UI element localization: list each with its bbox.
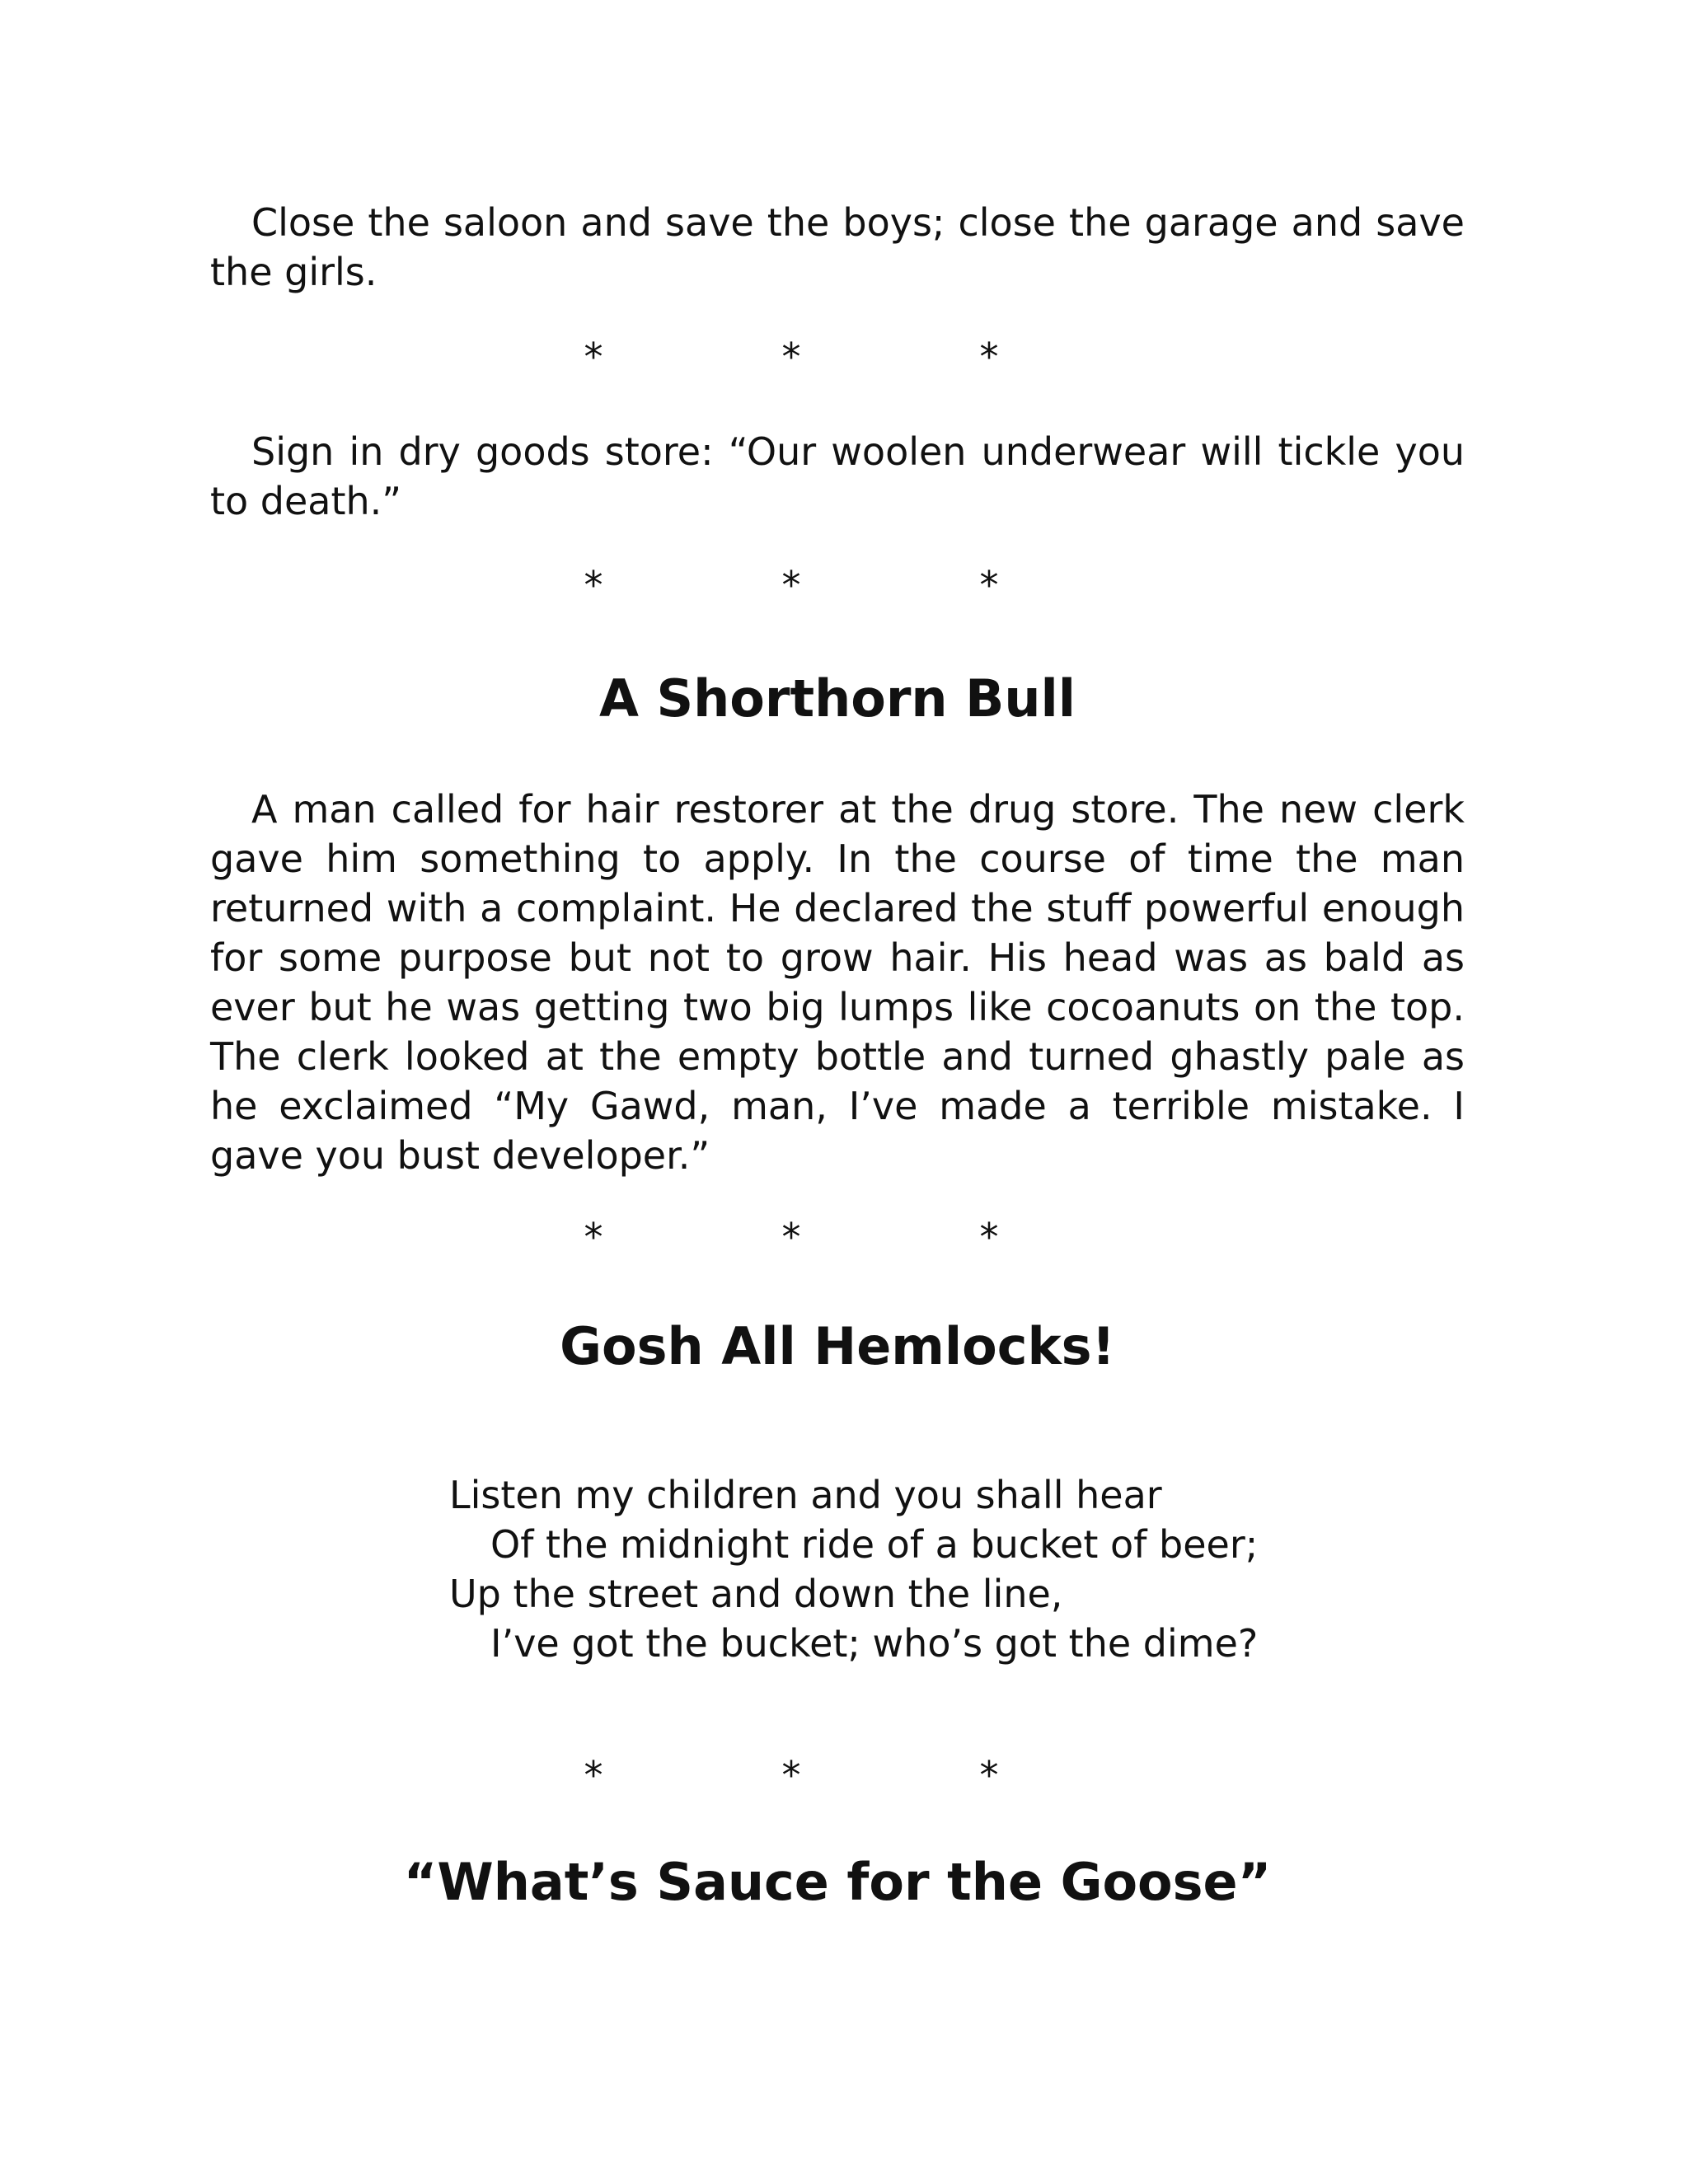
- poem-line: Up the street and down the line,: [449, 1572, 1063, 1616]
- heading-gosh-all-hemlocks: Gosh All Hemlocks!: [560, 1316, 1115, 1376]
- separator-star: *: [979, 335, 999, 379]
- paragraph-sign: Sign in dry goods store: “Our woolen underwear will tickle you to death.”: [210, 429, 1465, 523]
- separator-star: *: [979, 563, 999, 607]
- heading-sauce-for-the-goose: “What’s Sauce for the Goose”: [403, 1852, 1272, 1912]
- paragraph-hair-restorer: A man called for hair restorer at the drug store. The new clerk gave him something to apply. In the course of time the man returned with a complaint. He declared the stuff powerful enough for some purpose but not to grow hair. His head was as bald as ever but he was getting two big lumps like cocoanuts on the top. The clerk looked at the empty bottle and turned ghastly pale as he exclaimed “My Gawd, man, I’ve made a terrible mistake. I gave you bust developer.”: [210, 787, 1465, 1178]
- separator-star: *: [781, 1753, 801, 1797]
- paragraph-saloon: Close the saloon and save the boys; close the garage and save the girls.: [210, 200, 1465, 294]
- separator-star: *: [979, 1753, 999, 1797]
- separator-star: *: [781, 563, 801, 607]
- separator-star: *: [781, 1215, 801, 1259]
- separator-star: *: [584, 1215, 603, 1259]
- separator-star: *: [979, 1215, 999, 1259]
- poem: [449, 1470, 1356, 1668]
- section-separator: [210, 332, 1465, 382]
- poem-line: Listen my children and you shall hear: [449, 1473, 1162, 1517]
- separator-star: *: [584, 335, 603, 379]
- section-separator: [210, 560, 1465, 610]
- heading-shorthorn-bull: A Shorthorn Bull: [598, 668, 1076, 729]
- separator-star: *: [781, 335, 801, 379]
- section-separator: [210, 1750, 1465, 1800]
- separator-star: *: [584, 1753, 603, 1797]
- section-separator: [210, 1212, 1465, 1262]
- poem-line: I’ve got the bucket; who’s got the dime?: [490, 1621, 1259, 1666]
- poem-line: Of the midnight ride of a bucket of beer;: [490, 1522, 1259, 1567]
- separator-star: *: [584, 563, 603, 607]
